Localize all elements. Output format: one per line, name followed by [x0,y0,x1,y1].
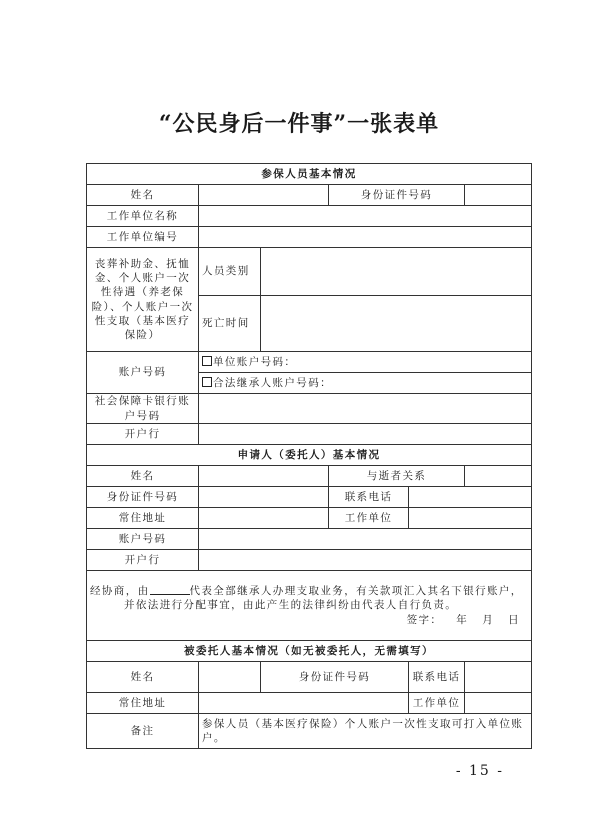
death-time-field[interactable] [261,296,532,352]
employer-code-label: 工作单位编号 [87,227,199,248]
page-number: - 15 - [455,763,504,779]
form-title: “公民身后一件事”一张表单 [158,111,440,137]
year-label: 年 [456,613,469,626]
unit-account-option[interactable] [199,352,532,373]
day-label: 日 [508,613,521,626]
applicant-bank-label: 开户行 [87,550,199,571]
remark-text: 参保人员（基本医疗保险）个人账户一次性支取可打入单位账户。 [199,714,532,749]
agreement-statement [87,571,532,641]
remark-label: 备注 [87,714,199,749]
relation-field[interactable] [465,466,532,487]
heir-account-checkbox[interactable] [202,377,212,387]
unit-account-checkbox[interactable] [202,356,212,366]
agent-phone-label: 联系电话 [409,662,465,693]
signature-line [90,613,528,627]
agreement-text-2: 代表全部继承人办理支取业务，有关款项汇入其名下银行账户， [189,585,523,598]
agreement-text-3: 并依法进行分配事宜，由此产生的法律纠纷由代表人自行负责。 [124,599,458,612]
ss-card-bank-field[interactable] [199,394,532,424]
section-applicant-header: 申请人（委托人）基本情况 [87,445,532,466]
agent-employer-label: 工作单位 [409,693,465,714]
agent-phone-field[interactable] [465,662,532,693]
applicant-account-label: 账户号码 [87,529,199,550]
agent-address-field[interactable] [199,693,409,714]
agent-employer-field[interactable] [465,693,532,714]
insured-bank-field[interactable] [199,424,532,445]
person-type-field[interactable] [261,248,532,296]
benefit-label: 丧葬补助金、抚恤金、个人账户一次性待遇（养老保险）、个人账户一次性支取（基本医疗保险） [87,248,199,352]
heir-account-text: 合法继承人账户号码： [213,376,332,389]
relation-label: 与逝者关系 [329,466,465,487]
insured-bank-label: 开户行 [87,424,199,445]
month-label: 月 [482,613,495,626]
insured-name-field[interactable] [199,185,329,206]
sign-label: 签字： [406,613,443,626]
unit-account-text: 单位账户号码： [213,355,297,368]
applicant-account-field[interactable] [199,529,532,550]
person-type-label: 人员类别 [199,248,261,296]
employer-code-field[interactable] [199,227,532,248]
insured-id-field[interactable] [465,185,532,206]
applicant-address-field[interactable] [199,508,329,529]
death-affairs-form [86,163,532,749]
death-time-label: 死亡时间 [199,296,261,352]
applicant-id-field[interactable] [199,487,329,508]
applicant-employer-field[interactable] [409,508,532,529]
agent-address-label: 常住地址 [87,693,199,714]
agent-name-label: 姓名 [87,662,199,693]
ss-card-bank-label: 社会保障卡银行账户号码 [87,394,199,424]
agreement-text-1: 经协商，由 [90,585,150,598]
heir-account-option[interactable] [199,373,532,394]
employer-name-field[interactable] [199,206,532,227]
applicant-id-label: 身份证件号码 [87,487,199,508]
insured-name-label: 姓名 [87,185,199,206]
section-agent-header: 被委托人基本情况（如无被委托人，无需填写） [87,641,532,662]
applicant-address-label: 常住地址 [87,508,199,529]
applicant-bank-field[interactable] [199,550,532,571]
applicant-employer-label: 工作单位 [329,508,409,529]
insured-id-label: 身份证件号码 [329,185,465,206]
agent-id-label: 身份证件号码 [261,662,409,693]
representative-blank[interactable] [150,584,190,595]
applicant-phone-label: 联系电话 [329,487,409,508]
applicant-name-label: 姓名 [87,466,199,487]
employer-name-label: 工作单位名称 [87,206,199,227]
section-insured-header: 参保人员基本情况 [87,164,532,185]
applicant-name-field[interactable] [199,466,329,487]
insured-account-label: 账户号码 [87,352,199,394]
applicant-phone-field[interactable] [409,487,532,508]
agent-name-field[interactable] [199,662,261,693]
